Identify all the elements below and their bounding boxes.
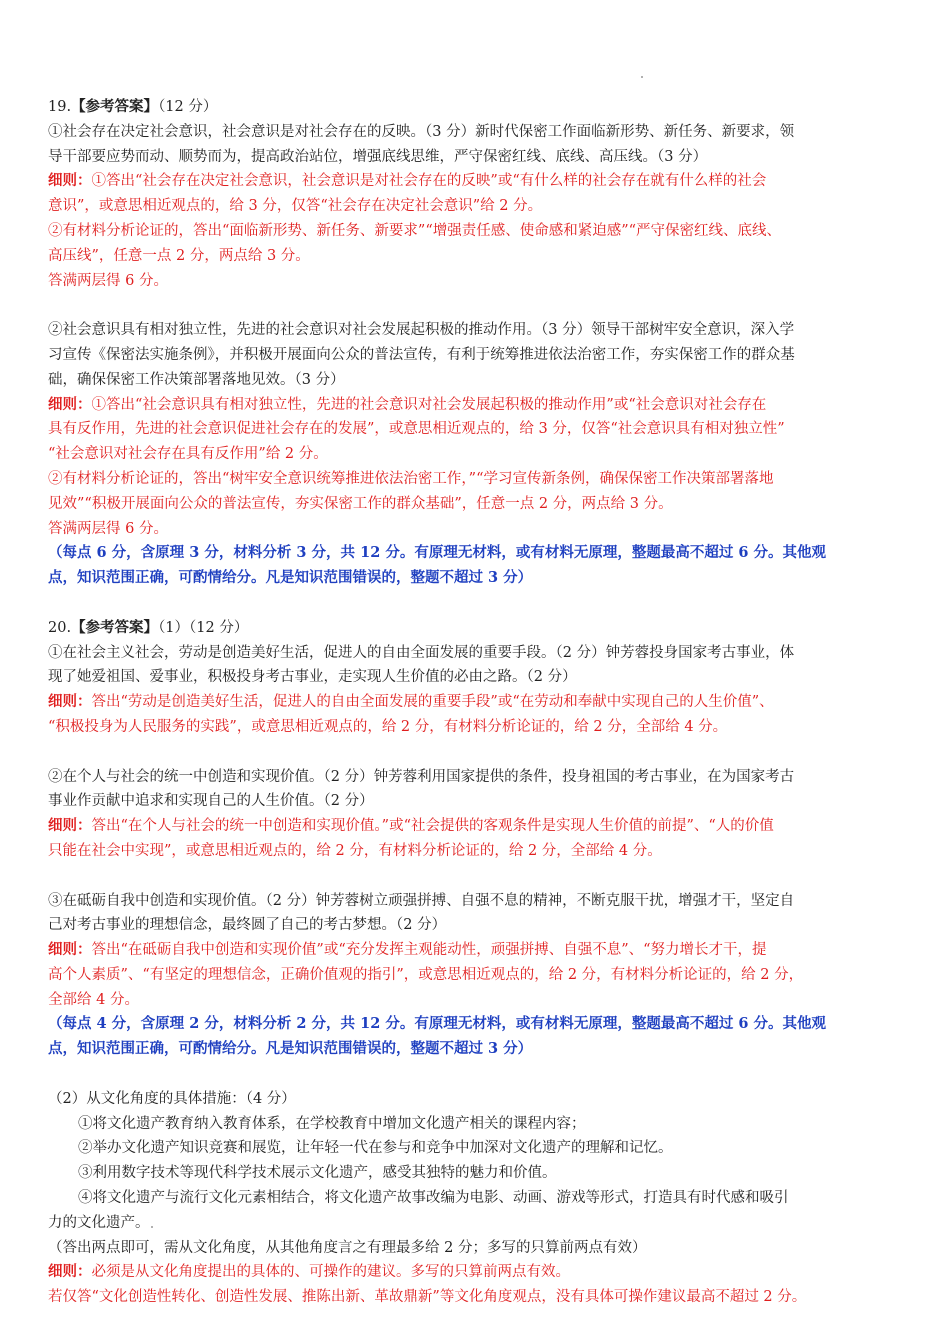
q20-rubric2-line: 只能在社会中实现”，或意思相近观点的，给 2 分，有材料分析论证的，给 2 分，全部给 4 分。 <box>48 842 662 859</box>
rubric-label: 细则： <box>48 693 92 711</box>
q19-scoring-note: 点，知识范围正确，可酌情给分。凡是知识范围错误的，整题不超过 3 分） <box>48 569 533 587</box>
q19-rubric1-line: 高压线”，任意一点 2 分，两点给 3 分。 <box>48 247 310 264</box>
rubric-text: 必须是从文化角度提出的具体的、可操作的建议。多写的只算前两点有效。 <box>91 1264 570 1281</box>
q19-rubric2-line <box>48 393 910 418</box>
spacer <box>48 1062 910 1087</box>
q20-p1-line: 现了她爱祖国、爱事业，积极投身考古事业，走实现人生价值的必由之路。（2 分） <box>48 669 577 686</box>
spacer <box>48 591 910 616</box>
q19-rubric2-line: 答满两层得 6 分。 <box>48 520 168 537</box>
answer-key-page <box>48 95 910 1310</box>
spacer <box>48 740 910 765</box>
q20-scoring-note: 点，知识范围正确，可酌情给分。凡是知识范围错误的，整题不超过 3 分） <box>48 1040 533 1058</box>
scan-dot <box>641 76 643 78</box>
q20-p2-line: 事业作贡献中追求和实现自己的人生价值。（2 分） <box>48 793 374 810</box>
rubric-label: 细则： <box>48 172 92 190</box>
q20-part2-item-cont: 力的文化遗产。 <box>48 1214 150 1231</box>
rubric-label: 细则： <box>48 941 92 959</box>
q20-rubric4-extra: 若仅答“文化创造性转化、创造性发展、推陈出新、革故鼎新”等文化角度观点，没有具体可操作建议最高不超过 2 分。 <box>48 1289 807 1306</box>
q20-part2-item: ③利用数字技术等现代科学技术展示文化遗产，感受其独特的魅力和价值。 <box>78 1165 557 1182</box>
q19-rubric1-line: ②有材料分析论证的，答出“面临新形势、新任务、新要求”“增强责任感、使命感和紧迫感”“严守保密红线、底线、 <box>48 222 782 239</box>
rubric-text: ①答出“社会意识具有相对独立性，先进的社会意识对社会发展起积极的推动作用”或“社会意识对社会存在 <box>91 396 767 413</box>
q19-rubric1-line: 意识”，或意思相近观点的，给 3 分，仅答“社会存在决定社会意识”给 2 分。 <box>48 198 543 215</box>
q20-p3-line: ③在砥砺自我中创造和实现价值。（2 分）钟芳蓉树立顽强拼搏、自强不息的精神，不断克服干扰，增强才干，坚定自 <box>48 892 795 909</box>
q20-part2-item: ①将文化遗产教育纳入教育体系，在学校教育中增加文化遗产相关的课程内容； <box>78 1115 586 1132</box>
q19-label: 【参考答案】 <box>71 98 159 115</box>
scan-dot <box>151 1226 153 1228</box>
q19-rubric1-line: 答满两层得 6 分。 <box>48 272 168 289</box>
q19-scoring-note: （每点 6 分，含原理 3 分，材料分析 3 分，共 12 分。有原理无材料，或有材料无原理，整题最高不超过 6 分。其他观 <box>48 544 827 562</box>
rubric-text: 答出“在个人与社会的统一中创造和实现价值。”或“社会提供的客观条件是实现人生价值的前提”、“人的价值 <box>91 818 774 835</box>
spacer <box>48 293 910 318</box>
q20-rubric2-line <box>48 814 910 839</box>
q20-rubric3-line <box>48 938 910 963</box>
q20-p3-line: 己对考古事业的理想信念，最终圆了自己的考古梦想。（2 分） <box>48 917 447 934</box>
q19-p2-line: 习宣传《保密法实施条例》，并积极开展面向公众的普法宣传，有利于统筹推进依法治密工作，夯实保密工作的群众基 <box>48 346 795 363</box>
q19-rubric2-line: 见效”“积极开展面向公众的普法宣传，夯实保密工作的群众基础”，任意一点 2 分，两点给 3 分。 <box>48 495 673 512</box>
q20-rubric3-line: 全部给 4 分。 <box>48 991 139 1008</box>
rubric-text: 答出“劳动是创造美好生活，促进人的自由全面发展的重要手段”或“在劳动和奉献中实现自己的人生价值”、 <box>91 694 774 711</box>
q20-p1-line: ①在社会主义社会，劳动是创造美好生活，促进人的自由全面发展的重要手段。（2 分）钟芳蓉投身国家考古事业，体 <box>48 644 795 661</box>
q19-rubric2-line: 具有反作用，先进的社会意识促进社会存在的发展”，或意思相近观点的，给 3 分，仅答“社会意识具有相对独立性” <box>48 421 785 438</box>
q19-rubric1-line <box>48 169 910 194</box>
q19-p1-line: 导干部要应势而动、顺势而为，提高政治站位，增强底线思维，严守保密红线、底线、高压线。（3 分） <box>48 148 708 165</box>
q20-part2-item: ②举办文化遗产知识竞赛和展览，让年轻一代在参与和竞争中加深对文化遗产的理解和记忆。 <box>78 1140 673 1157</box>
q20-label: 【参考答案】 <box>71 618 159 636</box>
q20-number: 20. <box>48 619 72 636</box>
q19-rubric2-line: “社会意识对社会存在具有反作用”给 2 分。 <box>48 446 328 463</box>
q20-rubric1-line <box>48 690 910 715</box>
rubric-text: ①答出“社会存在决定社会意识，社会意识是对社会存在的反映”或“有什么样的社会存在就有什么样的社会 <box>91 173 767 190</box>
q20-part2-note: （答出两点即可，需从文化角度，从其他角度言之有理最多给 2 分；多写的只算前两点有效） <box>48 1239 647 1256</box>
rubric-label: 细则： <box>48 1263 92 1281</box>
q19-p1-line: ①社会存在决定社会意识，社会意识是对社会存在的反映。（3 分）新时代保密工作面临新形势、新任务、新要求，领 <box>48 123 795 140</box>
q19-number: 19. <box>48 99 72 115</box>
rubric-label: 细则： <box>48 817 92 835</box>
rubric-text: 答出“在砥砺自我中创造和实现价值”或“充分发挥主观能动性，顽强拼搏、自强不息”、“努力增长才干，提 <box>91 942 767 959</box>
q20-scoring-note: （每点 4 分，含原理 2 分，材料分析 2 分，共 12 分。有原理无材料，或有材料无原理，整题最高不超过 6 分。其他观 <box>48 1015 827 1033</box>
spacer <box>48 864 910 889</box>
q20-rubric3-line: 高个人素质”、“有坚定的理想信念，正确价值观的指引”，或意思相近观点的，给 2 分，有材料分析论证的，给 2 分， <box>48 966 804 983</box>
q20-header <box>48 616 910 641</box>
rubric-label: 细则： <box>48 395 92 413</box>
q19-score: （12 分） <box>158 99 218 115</box>
q19-p2-line: 础，确保保密工作决策部署落地见效。（3 分） <box>48 371 345 388</box>
q19-rubric2-line: ②有材料分析论证的，答出“树牢安全意识统筹推进依法治密工作，”“学习宣传新条例，确保保密工作决策部署落地 <box>48 470 774 487</box>
q19-p2-line: ②社会意识具有相对独立性，先进的社会意识对社会发展起积极的推动作用。（3 分）领导干部树牢安全意识，深入学 <box>48 322 795 339</box>
q20-part2-item: ④将文化遗产与流行文化元素相结合，将文化遗产故事改编为电影、动画、游戏等形式，打造具有时代感和吸引 <box>78 1190 789 1207</box>
q19-header <box>48 95 910 120</box>
q20-rubric1-line: “积极投身为人民服务的实践”，或意思相近观点的，给 2 分，有材料分析论证的，给 2 分，全部给 4 分。 <box>48 718 728 735</box>
q20-score: （1）（12 分） <box>158 619 249 636</box>
q20-rubric4-line <box>48 1260 910 1285</box>
q20-part2-title: （2）从文化角度的具体措施：（4 分） <box>48 1090 296 1107</box>
q20-p2-line: ②在个人与社会的统一中创造和实现价值。（2 分）钟芳蓉利用国家提供的条件，投身祖国的考古事业，在为国家考古 <box>48 768 795 785</box>
